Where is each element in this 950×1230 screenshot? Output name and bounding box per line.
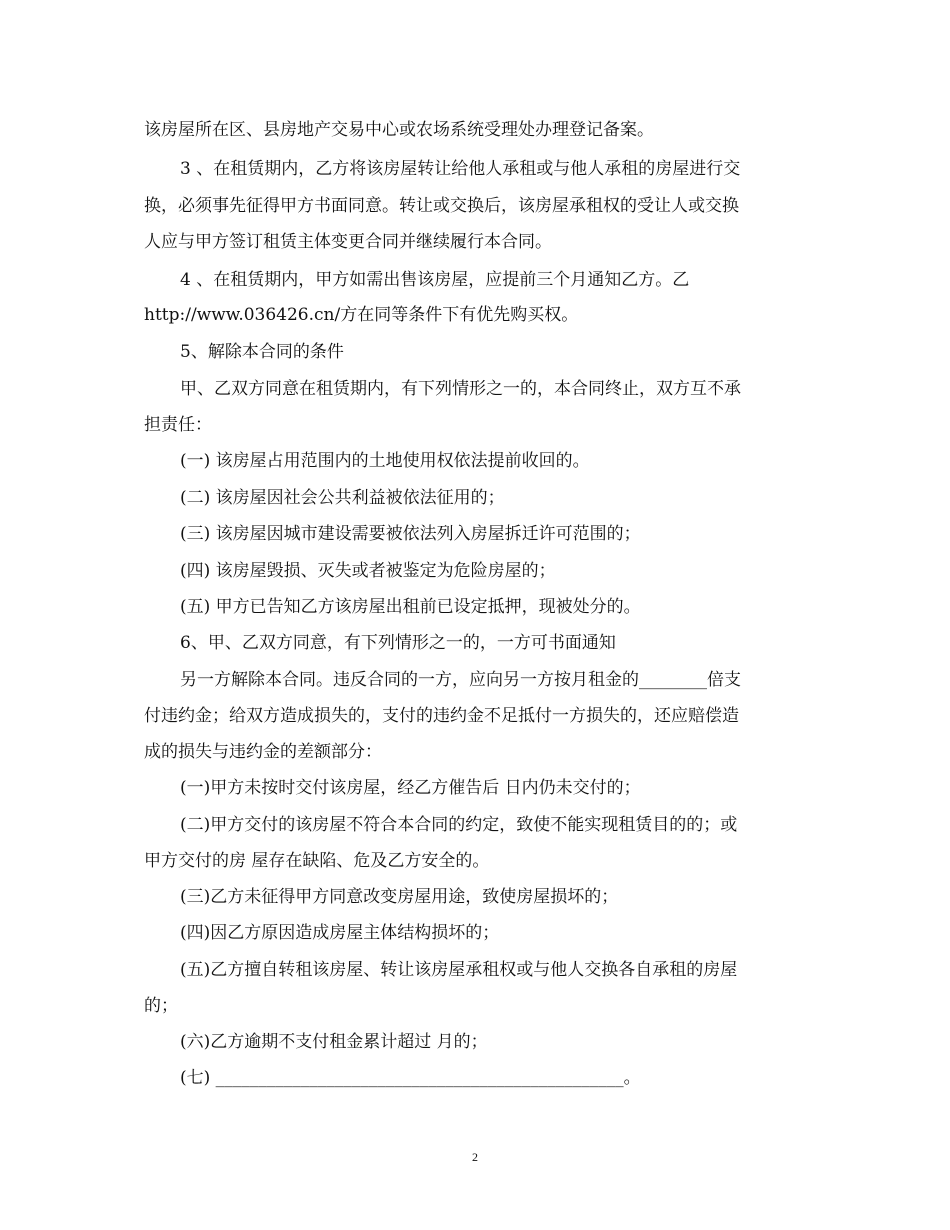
text-line: 6、甲、乙双方同意，有下列情形之一的，一方可书面通知 xyxy=(180,633,616,653)
text-line: 的； xyxy=(144,996,178,1016)
text-line: 成的损失与违约金的差额部分： xyxy=(144,742,382,762)
list-item: (六)乙方逾期不支付租金累计超过 月的； xyxy=(180,1032,488,1052)
list-item: (四)因乙方原因造成房屋主体结构损坏的； xyxy=(180,923,500,943)
list-item: (二) 该房屋因社会公共利益被依法征用的； xyxy=(180,488,505,508)
text-line: 担责任： xyxy=(144,415,212,435)
list-item: (三) 该房屋因城市建设需要被依法列入房屋拆迁许可范围的； xyxy=(180,524,641,544)
text-line: 4 、在租赁期内，甲方如需出售该房屋，应提前三个月通知乙方。乙 xyxy=(180,270,690,290)
text-line: 付违约金；给双方造成损失的，支付的违约金不足抵付一方损失的，还应赔偿造 xyxy=(144,706,739,726)
text-line: 3 、在租赁期内，乙方将该房屋转让给他人承租或与他人承租的房屋进行交 xyxy=(180,159,741,179)
list-item: (四) 该房屋毁损、灭失或者被鉴定为危险房屋的； xyxy=(180,561,556,581)
text-line: 甲方交付的房 屋存在缺陷、危及乙方安全的。 xyxy=(144,851,490,871)
list-item: (七) ________________________________________________。 xyxy=(180,1068,641,1088)
list-item: (一) 该房屋占用范围内的土地使用权依法提前收回的。 xyxy=(180,451,590,471)
list-item: (三)乙方未征得甲方同意改变房屋用途，致使房屋损坏的； xyxy=(180,887,619,907)
section-heading: 5、解除本合同的条件 xyxy=(180,342,344,362)
text-line: 换，必须事先征得甲方书面同意。转让或交换后，该房屋承租权的受让人或交换 xyxy=(144,196,739,216)
text-line: http://www.036426.cn/方在同等条件下有优先购买权。 xyxy=(144,305,579,325)
list-item: (五) 甲方已告知乙方该房屋出租前已设定抵押，现被处分的。 xyxy=(180,597,641,617)
list-item: (五)乙方擅自转租该房屋、转让该房屋承租权或与他人交换各自承租的房屋 xyxy=(180,960,738,980)
list-item: (二)甲方交付的该房屋不符合本合同的约定，致使不能实现租赁目的的；或 xyxy=(180,815,738,835)
page-number: 2 xyxy=(472,1150,478,1164)
text-line: 人应与甲方签订租赁主体变更合同并继续履行本合同。 xyxy=(144,232,552,252)
text-line: 甲、乙双方同意在租赁期内，有下列情形之一的，本合同终止，双方互不承 xyxy=(180,379,741,399)
text-line: 另一方解除本合同。违反合同的一方，应向另一方按月租金的________倍支 xyxy=(180,670,741,690)
list-item: (一)甲方未按时交付该房屋，经乙方催告后 日内仍未交付的； xyxy=(180,778,641,798)
text-line: 该房屋所在区、县房地产交易中心或农场系统受理处办理登记备案。 xyxy=(144,120,654,140)
